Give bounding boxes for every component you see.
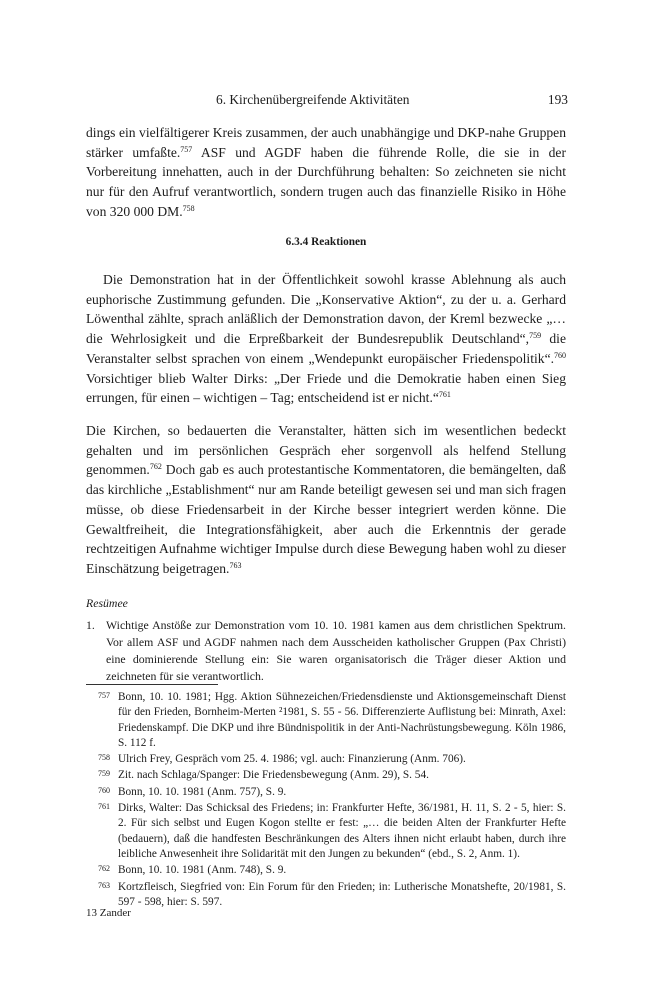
footnote-ref[interactable]: 760 [554, 350, 566, 360]
printer-signature: 13 Zander [86, 907, 131, 919]
footnote: 761 Dirks, Walter: Das Schicksal des Friedens; in: Frankfurter Hefte, 36/1981, H. 11, S. 2 - 5, hier: S. 2. Für sich selbst und Eugen Kogon stellte er fest: „… die beiden Alten der Frankfurter Hefte (bedauern), daß die handfesten Beschränkungen des Alters ihnen nicht erlaubt haben, durch ihre leibliche Anwesenheit ihre Solidarität mit den Jungen zu bekunden“ (ebd., S. 2, Anm. 1). [86, 801, 566, 862]
footnote-number: 758 [98, 753, 110, 763]
resumee-item [86, 617, 566, 685]
paragraph-3: Die Kirchen, so bedauerten die Veranstalter, hätten sich im wesentlichen bedeckt gehalten und im persönlichen Gespräch eher sorgenvoll als helfend Stellung genommen.$^{762}$ Doch gab es auch protestantische Kommentatoren, die bemängelten, daß das kirchliche „Establishment“ nur am Rande beteiligt gewesen sei und man sich fragen müsse, ob diese Friedensarbeit in der Kirche besser integriert werden könne. Die Gewaltfreiheit, die Integrationsfähigkeit, aber auch die Erkenntnis der gerade rechtzeitigen Aufnahme wichtiger Impulse durch diese Bewegung haben wohl zu dieser Einschätzung beigetragen.$^{763}$ [86, 423, 566, 576]
footnote-number: 757 [98, 691, 110, 700]
page-number: 193 [547, 92, 568, 107]
footnote-ref[interactable]: 759 [529, 331, 542, 341]
footnotes [86, 690, 566, 911]
footnote: 763 Kortzfleisch, Siegfried von: Ein Forum für den Frieden; in: Lutherische Monatshefte, 20/1981, S. 597 - 598, hier: S. 597. [86, 880, 566, 911]
section-heading: 6.3.4 Reaktionen [285, 236, 367, 248]
footnote-divider [86, 684, 218, 685]
footnote: 758 Ulrich Frey, Gespräch vom 25. 4. 1986; vgl. auch: Finanzierung (Anm. 706). [86, 752, 566, 767]
footnote: 759 Zit. nach Schlaga/Spanger: Die Friedensbewegung (Anm. 29), S. 54. [86, 768, 566, 783]
footnote-ref[interactable]: 758 [182, 203, 195, 213]
footnote-number: 759 [98, 769, 110, 779]
paragraph-2: Die Demonstration hat in der Öffentlichkeit sowohl krasse Ablehnung als auch euphorische Zustimmung gefunden. Die „Konservative Aktion“, zu der u. a. Gerhard Löwenthal zählte, sprach anläßlich der Demonstration davon, der Kreml bezwecke „… die Wehrlosigkeit und die Erpreßbarkeit der Bundesrepublik Deutschland“,$^{759}$ die Veranstalter selbst sprachen von einem „Wendepunkt europäischer Friedenspolitik“.$^{760}$ Vorsichtiger blieb Walter Dirks: „Der Friede und die Demokratie haben einen Sieg errungen, für einen – wichtigen – Tag; entscheidend ist er nicht.“$^{761}$ [86, 272, 566, 406]
resumee-item-number: 1. [86, 618, 95, 632]
footnote-number: 760 [98, 785, 110, 795]
footnote-ref[interactable]: 757 [180, 144, 193, 154]
running-title: 6. Kirchenübergreifende Aktivitäten [216, 92, 410, 107]
footnote: 762 Bonn, 10. 10. 1981 (Anm. 748), S. 9. [86, 863, 566, 878]
footnote-number: 763 [98, 880, 110, 890]
footnote-ref[interactable]: 763 [229, 560, 242, 570]
footnote-number: 762 [98, 864, 110, 874]
footnote-ref[interactable]: 762 [149, 462, 162, 472]
resumee-item-text: Wichtige Anstöße zur Demonstration vom 10. 10. 1981 kamen aus dem christlichen Spektrum. Vor allem ASF und AGDF nahmen nach dem Ausscheiden katholischer Gruppen (Pax Christi) eine dominierende Stellung ein: Sie waren organisatorisch die Träger dieser Aktion und zeichneten für sie verantwortlich. [106, 618, 566, 683]
footnote: 757 Bonn, 10. 10. 1981; Hgg. Aktion Sühnezeichen/Friedensdienste und Aktionsgemeinschaft Dienst für den Frieden, Bornheim-Merten ²1981, S. 55 - 56. Differenzierte Auflistung bei: Minrath, Axel: Friedenskampf. Die DKP und ihre Bündnispolitik in der Anti-Nachrüstungsbewegung. Köln 1986, S. 112 f. [86, 690, 566, 751]
footnote-ref[interactable]: 761 [438, 390, 451, 400]
footnote-number: 761 [98, 802, 110, 812]
paragraph-1: dings ein vielfältigerer Kreis zusammen, der auch unabhängige und DKP-nahe Gruppen stärker umfaßte.$^{757}$ ASF und AGDF haben die führende Rolle, die sie in der Vorbereitung innehatten, auch in der Durchführung behalten: So zeichneten sie nicht nur für den Aufruf verantwortlich, sondern trugen auch das finanzielle Risiko in Höhe von 320 000 DM.$^{758}$ [86, 125, 566, 219]
resumee-label: Resümee [86, 596, 128, 610]
footnote: 760 Bonn, 10. 10. 1981 (Anm. 757), S. 9. [86, 785, 566, 800]
